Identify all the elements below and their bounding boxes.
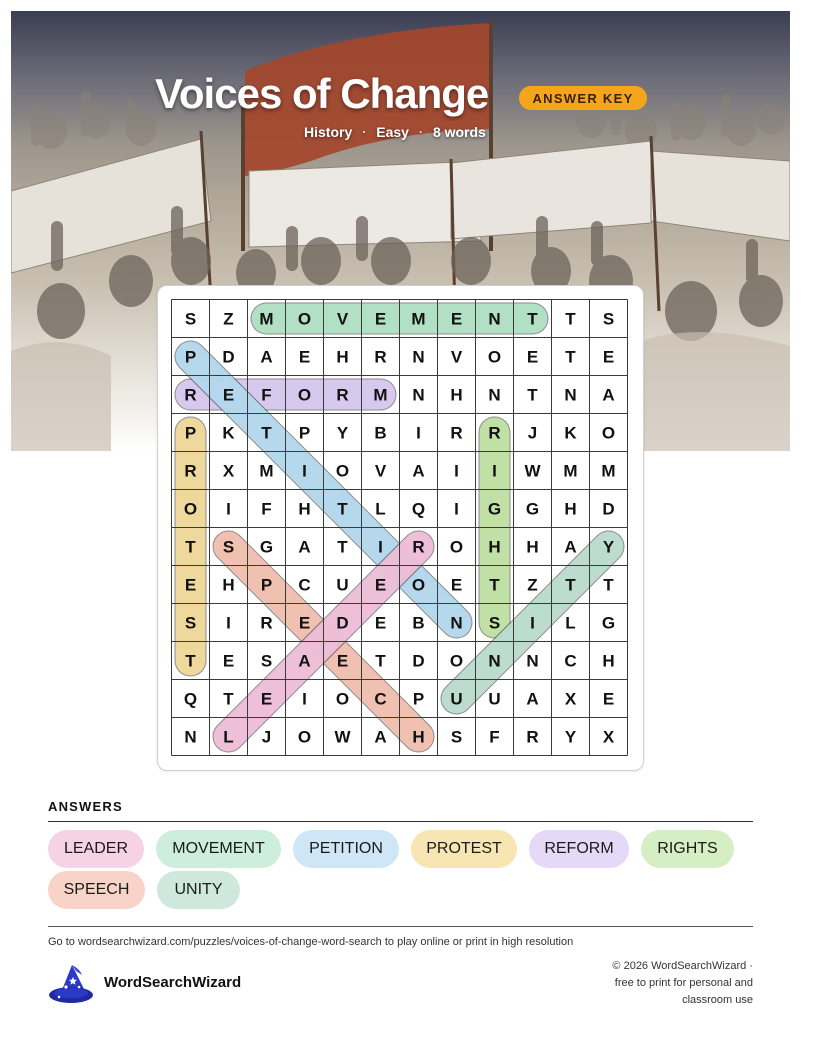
- grid-letter[interactable]: T: [337, 537, 348, 557]
- grid-letter[interactable]: R: [526, 727, 539, 747]
- grid-letter[interactable]: O: [297, 385, 312, 405]
- answer-chip-rights: RIGHTS: [641, 830, 734, 868]
- grid-letter[interactable]: Q: [411, 499, 426, 519]
- grid-letter[interactable]: H: [526, 537, 539, 557]
- grid-letter[interactable]: E: [222, 385, 235, 405]
- grid-letter[interactable]: E: [374, 309, 387, 329]
- grid-letter[interactable]: T: [565, 575, 576, 595]
- grid-letter[interactable]: R: [374, 347, 387, 367]
- grid-letter[interactable]: H: [602, 651, 615, 671]
- grid-letter[interactable]: C: [298, 575, 311, 595]
- grid-letter[interactable]: T: [185, 537, 196, 557]
- grid-letter[interactable]: E: [450, 575, 463, 595]
- grid-letter[interactable]: H: [298, 499, 311, 519]
- grid-letter[interactable]: I: [302, 461, 307, 481]
- grid-letter[interactable]: M: [411, 309, 426, 329]
- grid-letter[interactable]: Q: [183, 689, 198, 709]
- grid-letter[interactable]: S: [184, 613, 197, 633]
- grid-letter[interactable]: G: [487, 499, 502, 519]
- puzzle-title: Voices of Change: [155, 70, 489, 117]
- meta-separator: ·: [418, 125, 423, 139]
- answer-chip-leader: LEADER: [48, 830, 144, 868]
- grid-letter[interactable]: R: [336, 385, 349, 405]
- grid-letter[interactable]: E: [336, 651, 349, 671]
- answer-chip-protest: PROTEST: [411, 830, 517, 868]
- grid-letter[interactable]: O: [183, 499, 198, 519]
- grid-letter[interactable]: J: [261, 727, 272, 747]
- grid-letter[interactable]: X: [222, 461, 235, 481]
- grid-letter[interactable]: S: [184, 309, 197, 329]
- grid-letter[interactable]: F: [261, 385, 272, 405]
- category-label: History: [304, 124, 353, 140]
- grid-letter[interactable]: R: [450, 423, 463, 443]
- grid-letter[interactable]: N: [526, 651, 539, 671]
- grid-letter[interactable]: I: [454, 499, 459, 519]
- grid-letter[interactable]: T: [527, 309, 538, 329]
- grid-letter[interactable]: P: [260, 575, 273, 595]
- grid-letter[interactable]: C: [374, 689, 387, 709]
- grid-letter[interactable]: W: [334, 727, 351, 747]
- puzzle-meta: [304, 123, 486, 141]
- grid-letter[interactable]: N: [564, 385, 577, 405]
- grid-letter[interactable]: U: [450, 689, 463, 709]
- grid-letter[interactable]: A: [260, 347, 273, 367]
- grid-letter[interactable]: E: [298, 347, 311, 367]
- grid-letter[interactable]: S: [488, 613, 501, 633]
- grid-letter[interactable]: E: [298, 613, 311, 633]
- grid-letter[interactable]: Z: [527, 575, 538, 595]
- grid-letter[interactable]: R: [488, 423, 501, 443]
- grid-letter[interactable]: A: [564, 537, 577, 557]
- grid-letter[interactable]: S: [222, 537, 235, 557]
- grid-letter[interactable]: U: [488, 689, 501, 709]
- grid-letter[interactable]: X: [564, 689, 577, 709]
- grid-letter[interactable]: P: [412, 689, 425, 709]
- grid-letter[interactable]: F: [489, 727, 500, 747]
- grid-letter[interactable]: G: [259, 537, 274, 557]
- grid-letter[interactable]: M: [563, 461, 578, 481]
- grid-letter[interactable]: E: [602, 347, 615, 367]
- copyright-line: classroom use: [682, 994, 753, 1006]
- meta-separator: ·: [362, 125, 367, 139]
- grid-letter[interactable]: O: [411, 575, 426, 595]
- brand-name[interactable]: WordSearchWizard: [104, 974, 242, 991]
- footer-divider: [48, 926, 753, 927]
- grid-letter[interactable]: T: [527, 385, 538, 405]
- grid-letter[interactable]: E: [374, 613, 387, 633]
- grid-letter[interactable]: I: [492, 461, 497, 481]
- grid-letter[interactable]: I: [226, 613, 231, 633]
- grid-letter[interactable]: H: [488, 537, 501, 557]
- grid-letter[interactable]: X: [602, 727, 615, 747]
- grid-letter[interactable]: O: [335, 461, 350, 481]
- grid-letter[interactable]: P: [184, 423, 197, 443]
- grid-letter[interactable]: R: [184, 385, 197, 405]
- grid-letter[interactable]: F: [261, 499, 272, 519]
- answers-divider: [48, 821, 753, 822]
- grid-letter[interactable]: D: [222, 347, 235, 367]
- grid-letter[interactable]: Y: [564, 727, 577, 747]
- grid-letter[interactable]: U: [336, 575, 349, 595]
- answer-key-badge: ANSWER KEY: [519, 86, 647, 110]
- grid-letter[interactable]: L: [375, 499, 386, 519]
- grid-letter[interactable]: Y: [602, 537, 615, 557]
- grid-letter[interactable]: E: [450, 309, 463, 329]
- grid-letter[interactable]: O: [449, 651, 464, 671]
- grid-letter[interactable]: R: [260, 613, 273, 633]
- grid-letter[interactable]: N: [184, 727, 197, 747]
- grid-letter[interactable]: V: [336, 309, 349, 329]
- grid-letter[interactable]: J: [527, 423, 538, 443]
- grid-letter[interactable]: S: [260, 651, 273, 671]
- copyright-line: free to print for personal and: [614, 977, 753, 989]
- grid-letter[interactable]: H: [412, 727, 425, 747]
- grid-letter[interactable]: T: [565, 309, 576, 329]
- grid-letter[interactable]: B: [412, 613, 425, 633]
- grid-letter[interactable]: V: [374, 461, 387, 481]
- grid-letter[interactable]: O: [297, 309, 312, 329]
- grid-letter[interactable]: S: [450, 727, 463, 747]
- grid-letter[interactable]: E: [526, 347, 539, 367]
- grid-letter[interactable]: L: [565, 613, 576, 633]
- grid-letter[interactable]: A: [374, 727, 387, 747]
- grid-letter[interactable]: A: [526, 689, 539, 709]
- grid-letter[interactable]: I: [226, 499, 231, 519]
- grid-letter[interactable]: I: [302, 689, 307, 709]
- grid-letter[interactable]: T: [261, 423, 272, 443]
- grid-letter[interactable]: T: [489, 575, 500, 595]
- grid-letter[interactable]: R: [184, 461, 197, 481]
- grid-letter[interactable]: G: [601, 613, 616, 633]
- grid-letter[interactable]: B: [374, 423, 387, 443]
- grid-letter[interactable]: N: [488, 309, 501, 329]
- grid-letter[interactable]: W: [524, 461, 541, 481]
- grid-letter[interactable]: N: [412, 347, 425, 367]
- grid-letter[interactable]: M: [259, 309, 274, 329]
- grid-letter[interactable]: E: [222, 651, 235, 671]
- grid-letter[interactable]: S: [602, 309, 615, 329]
- grid-letter[interactable]: H: [222, 575, 235, 595]
- word-search-grid[interactable]: [171, 299, 629, 757]
- grid-letter[interactable]: N: [450, 613, 463, 633]
- grid-letter[interactable]: C: [564, 651, 577, 671]
- word-count-label: 8 words: [432, 124, 486, 140]
- answers-heading: ANSWERS: [48, 799, 123, 814]
- grid-letter[interactable]: L: [223, 727, 234, 747]
- grid-letter[interactable]: D: [336, 613, 349, 633]
- grid-letter[interactable]: T: [337, 499, 348, 519]
- grid-letter[interactable]: T: [375, 651, 386, 671]
- grid-letter[interactable]: K: [564, 423, 577, 443]
- grid-letter[interactable]: K: [222, 423, 235, 443]
- grid-letter[interactable]: N: [412, 385, 425, 405]
- difficulty-label: Easy: [376, 124, 409, 140]
- grid-letter[interactable]: A: [298, 537, 311, 557]
- grid-letter[interactable]: G: [525, 499, 540, 519]
- grid-letter[interactable]: N: [488, 651, 501, 671]
- grid-letter[interactable]: H: [564, 499, 577, 519]
- grid-letter[interactable]: T: [223, 689, 234, 709]
- grid-letter[interactable]: M: [601, 461, 616, 481]
- grid-letter[interactable]: P: [184, 347, 197, 367]
- grid-letter[interactable]: T: [565, 347, 576, 367]
- answer-chip-speech: SPEECH: [48, 871, 145, 909]
- answer-chip-reform: REFORM: [529, 830, 629, 868]
- grid-letter[interactable]: O: [487, 347, 502, 367]
- grid-letter[interactable]: D: [602, 499, 615, 519]
- grid-letter[interactable]: T: [603, 575, 614, 595]
- grid-letter[interactable]: O: [335, 689, 350, 709]
- grid-letter[interactable]: I: [416, 423, 421, 443]
- grid-letter[interactable]: A: [412, 461, 425, 481]
- grid-letter[interactable]: H: [336, 347, 349, 367]
- grid-letter[interactable]: E: [602, 689, 615, 709]
- grid-letter[interactable]: O: [449, 537, 464, 557]
- grid-letter[interactable]: M: [373, 385, 388, 405]
- grid-letter[interactable]: E: [260, 689, 273, 709]
- grid-letter[interactable]: P: [298, 423, 311, 443]
- grid-letter[interactable]: I: [454, 461, 459, 481]
- footer-link-text[interactable]: Go to wordsearchwizard.com/puzzles/voices-of-change-word-search to play online or print in high resolution: [48, 936, 574, 948]
- grid-letter[interactable]: I: [530, 613, 535, 633]
- copyright-line: © 2026 WordSearchWizard ·: [612, 960, 753, 972]
- grid-letter[interactable]: I: [378, 537, 383, 557]
- grid-letter[interactable]: N: [488, 385, 501, 405]
- wizard-hat-icon: [46, 963, 94, 1005]
- grid-letter[interactable]: M: [259, 461, 274, 481]
- grid-letter[interactable]: Y: [336, 423, 349, 443]
- grid-letter[interactable]: H: [450, 385, 463, 405]
- grid-letter[interactable]: T: [185, 651, 196, 671]
- grid-letter[interactable]: R: [412, 537, 425, 557]
- grid-letter[interactable]: D: [412, 651, 425, 671]
- grid-letter[interactable]: Z: [223, 309, 234, 329]
- copyright-notice: [553, 958, 753, 1009]
- grid-letter[interactable]: E: [184, 575, 197, 595]
- answer-chip-petition: PETITION: [293, 830, 399, 868]
- grid-letter[interactable]: A: [298, 651, 311, 671]
- answer-chip-unity: UNITY: [157, 871, 240, 909]
- answer-chip-movement: MOVEMENT: [156, 830, 281, 868]
- grid-letter[interactable]: O: [297, 727, 312, 747]
- grid-letter[interactable]: O: [601, 423, 616, 443]
- grid-letter[interactable]: A: [602, 385, 615, 405]
- grid-letter[interactable]: V: [450, 347, 463, 367]
- grid-letter[interactable]: E: [374, 575, 387, 595]
